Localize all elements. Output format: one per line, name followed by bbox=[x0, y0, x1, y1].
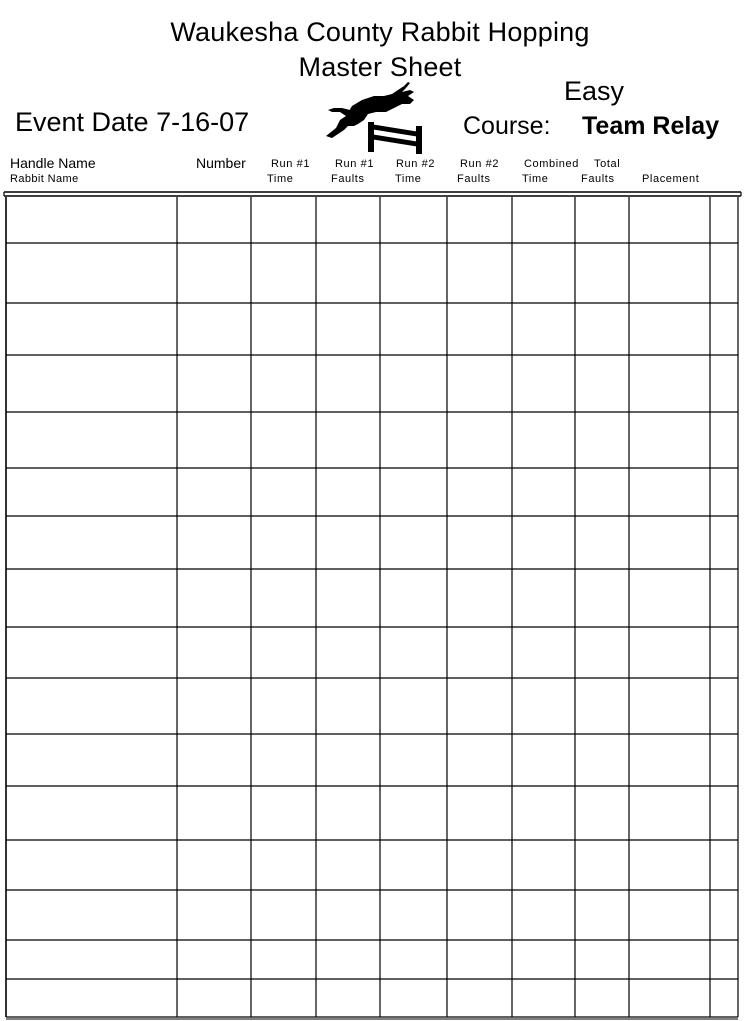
col-header-run2-time-sub: Time bbox=[395, 173, 422, 185]
col-header-number: Number bbox=[196, 155, 246, 171]
col-header-run1-faults-sub: Faults bbox=[331, 173, 365, 185]
col-header-total-faults: Total bbox=[594, 158, 621, 170]
col-header-combined-time: Combined bbox=[524, 158, 579, 170]
difficulty-level: Easy bbox=[564, 76, 625, 106]
course-value: Team Relay bbox=[582, 112, 720, 140]
col-header-run2-faults: Run #2 bbox=[460, 158, 500, 170]
col-header-run1-faults: Run #1 bbox=[335, 158, 375, 170]
col-header-total-faults-sub: Faults bbox=[581, 173, 615, 185]
course-label: Course: bbox=[463, 112, 551, 140]
event-date: Event Date 7-16-07 bbox=[15, 107, 250, 137]
sheet-subtitle: Master Sheet bbox=[298, 52, 462, 82]
col-header-run1-time-sub: Time bbox=[267, 173, 294, 185]
col-header-run1-time: Run #1 bbox=[271, 158, 311, 170]
col-header-run2-time: Run #2 bbox=[396, 158, 436, 170]
col-header-rabbit-name: Rabbit Name bbox=[10, 173, 79, 185]
sheet-title: Waukesha County Rabbit Hopping bbox=[170, 17, 590, 47]
col-header-combined-time-sub: Time bbox=[522, 173, 549, 185]
col-header-placement: Placement bbox=[642, 173, 700, 185]
col-header-run2-faults-sub: Faults bbox=[457, 173, 491, 185]
col-header-handle-name: Handle Name bbox=[10, 155, 96, 171]
